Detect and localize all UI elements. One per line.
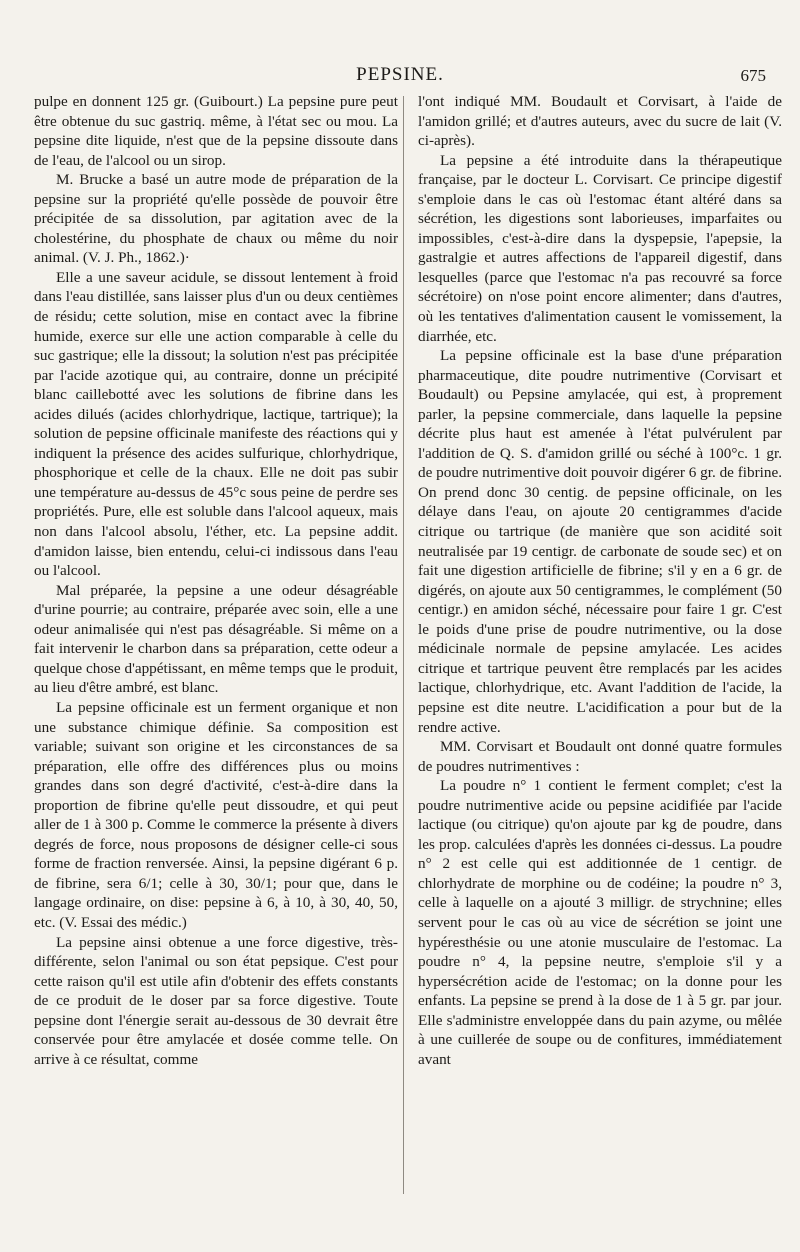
paragraph: La pepsine a été introduite dans la thérapeutique française, par le docteur L. Corvisart. Ce principe digestif s'emploie dans le cas où l'estomac étant altéré dans sa sécrétion, les digestions sont laborieuses, imparfaites ou impossibles, c'est-à-dire dans la dyspepsie, l'apepsie, la gastralgie et autres affections de l'appareil digestif, dans lesquelles (parce que l'estomac n'a pas recouvré sa force sécrétoire) on n'ose point encore alimenter; dans d'autres, où les tentatives d'alimentation causent le vomissement, la diarrhée, etc. xyxy=(418,151,782,345)
left-column xyxy=(34,92,398,1069)
paragraph: M. Brucke a basé un autre mode de préparation de la pepsine sur la propriété qu'elle possède de pouvoir être précipitée de sa dissolution, par agitation avec de la cholestérine, du phosphate de chaux ou même du noir animal. (V. J. Ph., 1862.)· xyxy=(34,171,398,267)
paragraph: Elle a une saveur acidule, se dissout lentement à froid dans l'eau distillée, sans laisser plus d'un ou deux centièmes de résidu; cette solution, mise en contact avec la fibrine humide, exerce sur elle une action comparable à celle du suc gastrique; elle la dissout; la solution n'est pas précipitée par l'acide azotique qui, au contraire, donne un précipité blanc caillebotté avec les solutions de fibrine dans les acides dilués (acides chlorhydrique, lactique, tartrique); la solution de pepsine officinale manifeste des réactions qui y indiquent la présence des acides sulfurique, chlorhydrique, phosphorique et celle de la chaux. Elle ne doit pas subir une température au-dessus de 45°c sous peine de perdre ses propriétés. Pure, elle est soluble dans l'alcool aqueux, mais non dans l'alcool absolu, l'éther, etc. La pepsine addit. d'amidon laisse, bien entendu, celui-ci indissous dans l'eau ou l'alcool. xyxy=(34,268,398,580)
paragraph: pulpe en donnent 125 gr. (Guibourt.) La pepsine pure peut être obtenue du suc gastriq. même, à l'état sec ou mou. La pepsine dite liquide, n'est que de la pepsine dissoute dans de l'eau, de l'alcool ou un sirop. xyxy=(34,93,398,169)
paragraph: l'ont indiqué MM. Boudault et Corvisart, à l'aide de l'amidon grillé; et d'autres auteurs, avec du sucre de lait (V. ci-après). xyxy=(418,93,782,150)
running-title: PEPSINE. xyxy=(356,64,444,85)
page-number: 675 xyxy=(740,66,766,85)
paragraph: MM. Corvisart et Boudault ont donné quatre formules de poudres nutrimentives : xyxy=(418,738,782,775)
column-divider xyxy=(403,96,404,1194)
paragraph: La pepsine officinale est la base d'une préparation pharmaceutique, dite poudre nutrimentive (Corvisart et Boudault) ou Pepsine amylacée, qui est, à proprement parler, la pepsine commerciale, dans laquelle la pepsine décrite plus haut est amenée à l'état pulvérulent par l'addition de Q. S. d'amidon grillé ou séché à 100°c. 1 gr. de poudre nutrimentive doit pouvoir digérer 6 gr. de fibrine. On prend donc 30 centig. de pepsine officinale, on les délaye dans l'eau, on ajoute 20 centigrammes d'acide citrique ou tartrique (de manière que son acidité soit neutralisée par 19 centigr. de carbonate de soude sec) et on fait une digestion artificielle de fibrine; s'il y en a 6 gr. de digérés, on ajoute aux 50 centigrammes, le complément (50 centigr.) en amidon séché, nécessaire pour faire 1 gr. C'est le poids d'une prise de poudre nutrimentive, ou la dose médicinale normale de pepsine amylacée. Les acides citrique et tartrique peuvent être remplacés par les acides lactique, chlorhydrique, etc. Avant l'addition de l'acide, la pepsine est dite neutre. L'acidification a pour but de la rendre active. xyxy=(418,347,782,736)
running-head xyxy=(0,64,800,88)
right-column xyxy=(418,92,782,1069)
paragraph: Mal préparée, la pepsine a une odeur désagréable d'urine pourrie; au contraire, préparée avec soin, elle a une odeur animalisée qui n'est pas désagréable. Si même on a fait intervenir le charbon dans sa préparation, cette odeur a quelque chose d'appétissant, en même temps que le produit, au lieu d'être ambré, est blanc. xyxy=(34,581,398,697)
paragraph: La poudre n° 1 contient le ferment complet; c'est la poudre nutrimentive acide ou pepsine acidifiée par l'acide lactique (ou citrique) qu'on ajoute par kg de poudre, dans les prop. calculées d'après les données ci-dessus. La poudre n° 2 est celle qui est additionnée de 1 centigr. de chlorhydrate de morphine ou de codéine; la poudre n° 3, celle à laquelle on a ajouté 3 milligr. de strychnine; elles servent pour le cas où au vice de sécrétion se joint une hypéresthésie ou une atonie musculaire de l'estomac. La poudre n° 4, la pepsine neutre, s'emploie s'il y a hypersécrétion acide de l'estomac; on la donne pour les enfants. La pepsine se prend à la dose de 1 à 5 gr. par jour. Elle s'administre enveloppée dans du pain azyme, ou mêlée à une cuillerée de soupe ou de confitures, immédiatement avant xyxy=(418,777,782,1068)
paragraph: La pepsine ainsi obtenue a une force digestive, très-différente, selon l'animal ou son état pepsique. C'est pour cette raison qu'il est utile afin d'obtenir des effets constants de ce produit de le doser par sa force digestive. Toute pepsine dont l'énergie serait au-dessous de 30 devrait être conservée pour être amylacée et dosée comme telle. On arrive à ce résultat, comme xyxy=(34,933,398,1068)
paragraph: La pepsine officinale est un ferment organique et non une substance chimique définie. Sa composition est variable; suivant son origine et les circonstances de sa préparation, elle offre des différences plus ou moins grandes dans son degré d'activité, c'est-à-dire dans la proportion de fibrine qu'elle peut dissoudre, et qui peut aller de 1 à 300 p. Comme le commerce la présente à divers degrés de force, nous proposons de désigner celle-ci sous forme de fraction renversée. Ainsi, la pepsine digérant 6 p. de fibrine, sera 6/1; celle à 30, 30/1; pour que, dans le langage ordinaire, on dise: pepsine à 6, à 10, à 30, 40, 50, etc. (V. Essai des médic.) xyxy=(34,698,398,931)
